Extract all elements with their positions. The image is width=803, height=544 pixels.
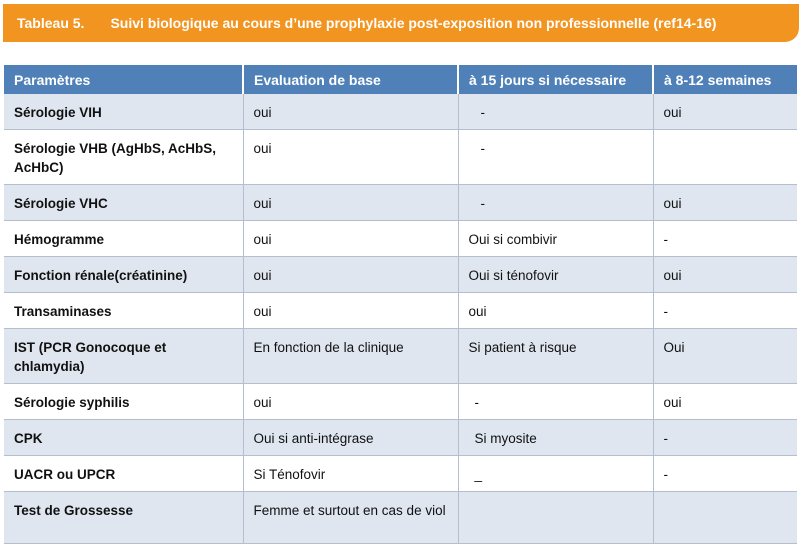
base-cell: oui bbox=[243, 130, 458, 185]
base-cell: oui bbox=[243, 257, 458, 293]
w8-cell bbox=[653, 130, 797, 185]
d15-cell bbox=[458, 492, 653, 544]
w8-cell: - bbox=[653, 221, 797, 257]
w8-cell: oui bbox=[653, 94, 797, 130]
table-title-bar bbox=[3, 4, 799, 42]
table-row bbox=[4, 185, 797, 221]
header-8-12-semaines: à 8-12 semaines bbox=[653, 65, 797, 94]
table-row bbox=[4, 329, 797, 384]
follow-up-table bbox=[4, 65, 797, 544]
header-parametres: Paramètres bbox=[4, 65, 243, 94]
d15-cell: Oui si combivir bbox=[458, 221, 653, 257]
header-evaluation-base: Evaluation de base bbox=[243, 65, 458, 94]
param-cell: UACR ou UPCR bbox=[4, 456, 243, 492]
param-cell: Test de Grossesse bbox=[4, 492, 243, 544]
base-cell: En fonction de la clinique bbox=[243, 329, 458, 384]
param-cell: Hémogramme bbox=[4, 221, 243, 257]
d15-cell: _ bbox=[458, 456, 653, 492]
param-cell: CPK bbox=[4, 420, 243, 456]
base-cell: Oui si anti-intégrase bbox=[243, 420, 458, 456]
w8-cell: oui bbox=[653, 384, 797, 420]
d15-cell: Si myosite bbox=[458, 420, 653, 456]
w8-cell: oui bbox=[653, 257, 797, 293]
w8-cell: Oui bbox=[653, 329, 797, 384]
table-row bbox=[4, 94, 797, 130]
param-cell: Transaminases bbox=[4, 293, 243, 329]
header-15-jours: à 15 jours si nécessaire bbox=[458, 65, 653, 94]
d15-cell: oui bbox=[458, 293, 653, 329]
w8-cell: oui bbox=[653, 185, 797, 221]
d15-cell: - bbox=[458, 185, 653, 221]
base-cell: oui bbox=[243, 185, 458, 221]
table-row bbox=[4, 384, 797, 420]
table-row bbox=[4, 221, 797, 257]
base-cell: oui bbox=[243, 384, 458, 420]
param-cell: Sérologie VHB (AgHbS, AcHbS, AcHbC) bbox=[4, 130, 243, 185]
w8-cell: - bbox=[653, 456, 797, 492]
table-row bbox=[4, 130, 797, 185]
param-cell: Sérologie VIH bbox=[4, 94, 243, 130]
w8-cell bbox=[653, 492, 797, 544]
d15-cell: Oui si ténofovir bbox=[458, 257, 653, 293]
d15-cell: Si patient à risque bbox=[458, 329, 653, 384]
d15-cell: - bbox=[458, 130, 653, 185]
header-row bbox=[4, 65, 797, 94]
table-row bbox=[4, 492, 797, 544]
base-cell: oui bbox=[243, 293, 458, 329]
table-title: Suivi biologique au cours d’une prophylaxie post-exposition non professionnelle (ref14-16) bbox=[110, 15, 717, 31]
d15-cell: - bbox=[458, 94, 653, 130]
param-cell: Fonction rénale(créatinine) bbox=[4, 257, 243, 293]
base-cell: Si Ténofovir bbox=[243, 456, 458, 492]
table-row bbox=[4, 456, 797, 492]
table-row bbox=[4, 257, 797, 293]
d15-cell: - bbox=[458, 384, 653, 420]
table-row bbox=[4, 293, 797, 329]
base-cell: oui bbox=[243, 221, 458, 257]
param-cell: IST (PCR Gonocoque et chlamydia) bbox=[4, 329, 243, 384]
base-cell: oui bbox=[243, 94, 458, 130]
param-cell: Sérologie syphilis bbox=[4, 384, 243, 420]
param-cell: Sérologie VHC bbox=[4, 185, 243, 221]
table-row bbox=[4, 420, 797, 456]
table-number: Tableau 5. bbox=[17, 15, 85, 31]
base-cell: Femme et surtout en cas de viol bbox=[243, 492, 458, 544]
w8-cell: - bbox=[653, 293, 797, 329]
w8-cell: - bbox=[653, 420, 797, 456]
